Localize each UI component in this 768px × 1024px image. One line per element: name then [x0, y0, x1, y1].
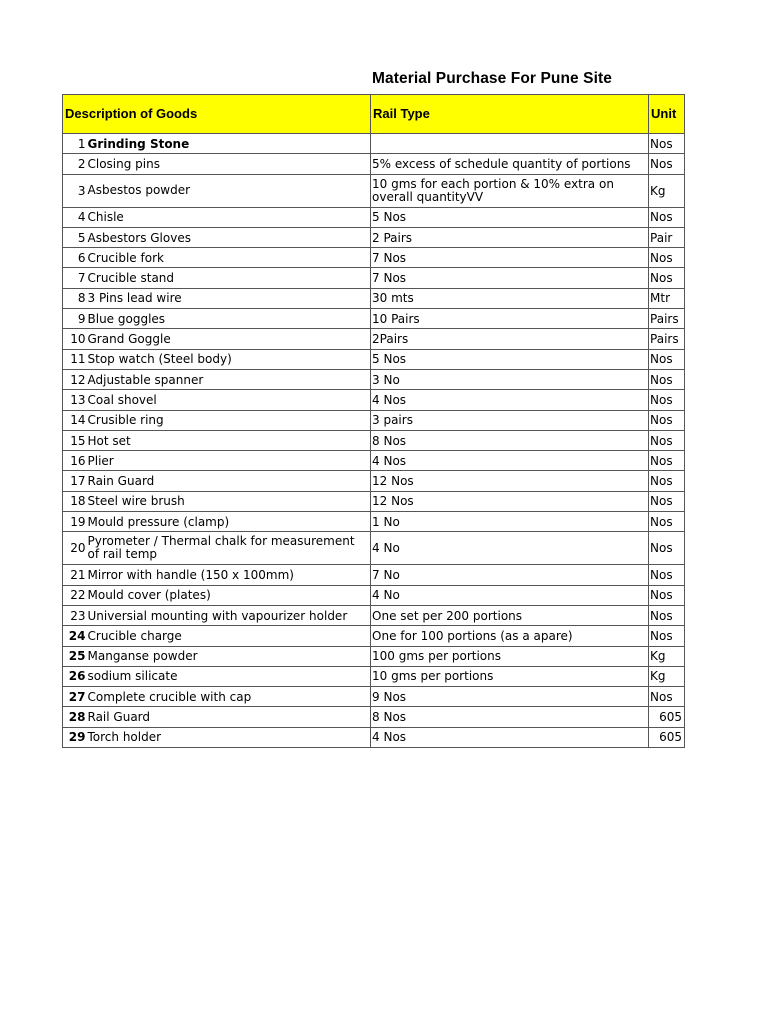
row-unit: Pairs	[649, 309, 685, 329]
row-rail-type: 4 Nos	[371, 390, 649, 410]
row-number: 4	[63, 207, 87, 227]
row-number: 16	[63, 451, 87, 471]
row-number: 1	[63, 134, 87, 154]
row-unit: 605	[649, 727, 685, 747]
row-rail-type: 9 Nos	[371, 687, 649, 707]
table-body	[63, 134, 685, 748]
row-unit: Nos	[649, 532, 685, 565]
row-number: 23	[63, 605, 87, 625]
row-rail-type: 7 No	[371, 565, 649, 585]
table-row	[63, 585, 685, 605]
table-row	[63, 666, 685, 686]
table-row	[63, 390, 685, 410]
row-rail-type: 10 Pairs	[371, 309, 649, 329]
table-row	[63, 227, 685, 247]
row-description: Complete crucible with cap	[87, 687, 371, 707]
table-row	[63, 134, 685, 154]
row-description: 3 Pins lead wire	[87, 288, 371, 308]
table-row	[63, 174, 685, 207]
row-unit: Nos	[649, 410, 685, 430]
row-number: 12	[63, 369, 87, 389]
row-number: 13	[63, 390, 87, 410]
row-description: Manganse powder	[87, 646, 371, 666]
row-rail-type: 7 Nos	[371, 268, 649, 288]
row-number: 11	[63, 349, 87, 369]
row-description: Torch holder	[87, 727, 371, 747]
row-unit: Nos	[649, 565, 685, 585]
row-unit: Pair	[649, 227, 685, 247]
row-number: 22	[63, 585, 87, 605]
row-unit: Nos	[649, 248, 685, 268]
row-description: Crusible ring	[87, 410, 371, 430]
row-description: sodium silicate	[87, 666, 371, 686]
row-description: Crucible fork	[87, 248, 371, 268]
row-description: Chisle	[87, 207, 371, 227]
page-title: Material Purchase For Pune Site	[372, 70, 612, 87]
row-rail-type: 2 Pairs	[371, 227, 649, 247]
row-rail-type: 5 Nos	[371, 349, 649, 369]
row-unit: Kg	[649, 666, 685, 686]
row-number: 5	[63, 227, 87, 247]
table-row	[63, 369, 685, 389]
row-description: Rain Guard	[87, 471, 371, 491]
row-description: Asbestors Gloves	[87, 227, 371, 247]
header-rail-type: Rail Type	[371, 95, 649, 134]
row-description: Blue goggles	[87, 309, 371, 329]
table-row	[63, 207, 685, 227]
row-number: 18	[63, 491, 87, 511]
row-unit: 605	[649, 707, 685, 727]
row-rail-type: 100 gms per portions	[371, 646, 649, 666]
row-unit: Pairs	[649, 329, 685, 349]
table-row	[63, 430, 685, 450]
row-rail-type: 2Pairs	[371, 329, 649, 349]
row-unit: Nos	[649, 626, 685, 646]
row-number: 17	[63, 471, 87, 491]
row-rail-type: 5% excess of schedule quantity of portions	[371, 154, 649, 174]
row-description: Crucible stand	[87, 268, 371, 288]
row-description: Mirror with handle (150 x 100mm)	[87, 565, 371, 585]
row-description: Crucible charge	[87, 626, 371, 646]
row-unit: Nos	[649, 605, 685, 625]
row-number: 21	[63, 565, 87, 585]
table-row	[63, 512, 685, 532]
table-row	[63, 532, 685, 565]
row-unit: Nos	[649, 154, 685, 174]
table-row	[63, 410, 685, 430]
row-unit: Mtr	[649, 288, 685, 308]
table-row	[63, 491, 685, 511]
header-unit: Unit	[649, 95, 685, 134]
row-rail-type: One for 100 portions (as a apare)	[371, 626, 649, 646]
row-number: 9	[63, 309, 87, 329]
row-rail-type: 30 mts	[371, 288, 649, 308]
row-unit: Kg	[649, 646, 685, 666]
table-row	[63, 707, 685, 727]
row-number: 3	[63, 174, 87, 207]
row-rail-type: 1 No	[371, 512, 649, 532]
table-row	[63, 349, 685, 369]
table-row	[63, 154, 685, 174]
table-row	[63, 687, 685, 707]
row-rail-type: One set per 200 portions	[371, 605, 649, 625]
table-row	[63, 646, 685, 666]
row-rail-type: 5 Nos	[371, 207, 649, 227]
table-row	[63, 471, 685, 491]
row-rail-type: 12 Nos	[371, 491, 649, 511]
table-row	[63, 309, 685, 329]
row-unit: Kg	[649, 174, 685, 207]
row-unit: Nos	[649, 471, 685, 491]
row-number: 7	[63, 268, 87, 288]
row-number: 28	[63, 707, 87, 727]
row-number: 6	[63, 248, 87, 268]
row-number: 24	[63, 626, 87, 646]
row-rail-type: 10 gms for each portion & 10% extra on overall quantityVV	[371, 174, 649, 207]
row-number: 10	[63, 329, 87, 349]
row-unit: Nos	[649, 369, 685, 389]
row-unit: Nos	[649, 268, 685, 288]
row-description: Mould pressure (clamp)	[87, 512, 371, 532]
table-row	[63, 451, 685, 471]
table-row	[63, 248, 685, 268]
row-description: Universial mounting with vapourizer holder	[87, 605, 371, 625]
row-unit: Nos	[649, 512, 685, 532]
row-number: 14	[63, 410, 87, 430]
row-description: Grand Goggle	[87, 329, 371, 349]
table-row	[63, 605, 685, 625]
row-number: 2	[63, 154, 87, 174]
row-rail-type: 12 Nos	[371, 471, 649, 491]
row-number: 20	[63, 532, 87, 565]
row-unit: Nos	[649, 390, 685, 410]
row-unit: Nos	[649, 585, 685, 605]
row-unit: Nos	[649, 491, 685, 511]
row-description: Pyrometer / Thermal chalk for measurement of rail temp	[87, 532, 371, 565]
row-unit: Nos	[649, 134, 685, 154]
row-unit: Nos	[649, 207, 685, 227]
row-description: Hot set	[87, 430, 371, 450]
row-rail-type: 7 Nos	[371, 248, 649, 268]
row-description: Plier	[87, 451, 371, 471]
header-description: Description of Goods	[63, 95, 371, 134]
table-row	[63, 565, 685, 585]
row-rail-type: 4 Nos	[371, 451, 649, 471]
row-rail-type: 10 gms per portions	[371, 666, 649, 686]
row-description: Closing pins	[87, 154, 371, 174]
row-unit: Nos	[649, 451, 685, 471]
row-description: Coal shovel	[87, 390, 371, 410]
row-rail-type: 8 Nos	[371, 707, 649, 727]
row-rail-type: 4 No	[371, 532, 649, 565]
row-number: 8	[63, 288, 87, 308]
row-number: 25	[63, 646, 87, 666]
row-description: Mould cover (plates)	[87, 585, 371, 605]
row-rail-type: 8 Nos	[371, 430, 649, 450]
row-number: 29	[63, 727, 87, 747]
row-number: 15	[63, 430, 87, 450]
table-row	[63, 626, 685, 646]
row-description: Asbestos powder	[87, 174, 371, 207]
table-row	[63, 329, 685, 349]
table-row	[63, 268, 685, 288]
row-unit: Nos	[649, 349, 685, 369]
row-description: Rail Guard	[87, 707, 371, 727]
row-rail-type: 3 pairs	[371, 410, 649, 430]
row-unit: Nos	[649, 687, 685, 707]
row-unit: Nos	[649, 430, 685, 450]
row-number: 26	[63, 666, 87, 686]
table-row	[63, 288, 685, 308]
row-rail-type: 3 No	[371, 369, 649, 389]
table-row	[63, 727, 685, 747]
row-description: Stop watch (Steel body)	[87, 349, 371, 369]
row-description: Steel wire brush	[87, 491, 371, 511]
row-description: Adjustable spanner	[87, 369, 371, 389]
material-table	[62, 94, 685, 748]
row-rail-type: 4 No	[371, 585, 649, 605]
row-number: 27	[63, 687, 87, 707]
row-rail-type	[371, 134, 649, 154]
row-description: Grinding Stone	[87, 134, 371, 154]
row-number: 19	[63, 512, 87, 532]
table-header-row	[63, 95, 685, 134]
row-rail-type: 4 Nos	[371, 727, 649, 747]
